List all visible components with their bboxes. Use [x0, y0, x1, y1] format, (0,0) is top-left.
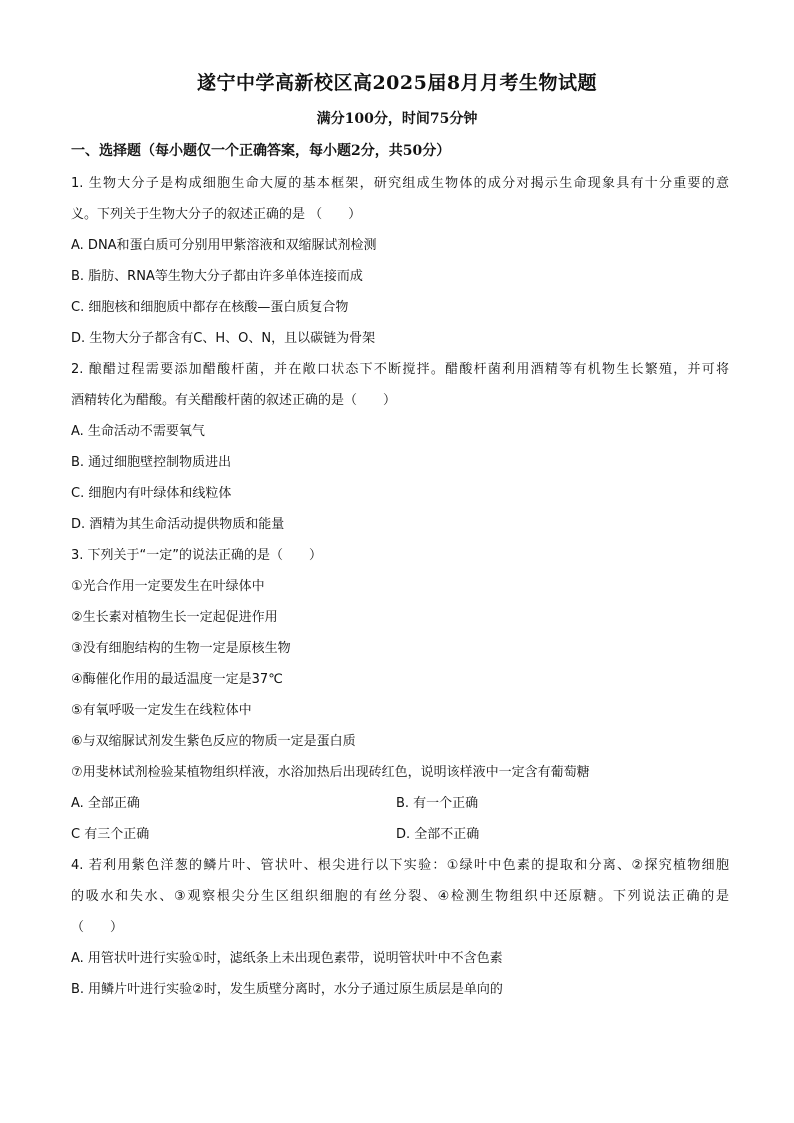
q2-option-a: A. 生命活动不需要氧气	[71, 424, 205, 439]
q3-statement-3: ③没有细胞结构的生物一定是原核生物	[71, 641, 291, 656]
q3-option-c: C 有三个正确	[71, 827, 150, 842]
q2-option-b: B. 通过细胞壁控制物质进出	[71, 455, 232, 470]
q1-option-a: A. DNA和蛋白质可分别用甲紫溶液和双缩脲试剂检测	[71, 238, 377, 253]
q1-option-d: D. 生物大分子都含有C、H、O、N，且以碳链为骨架	[71, 331, 376, 346]
q1-stem-line2: 义。下列关于生物大分子的叙述正确的是 （ ）	[71, 207, 362, 222]
q3-statement-4: ④酶催化作用的最适温度一定是37℃	[71, 672, 283, 687]
questions-body	[71, 168, 729, 1005]
q4-option-b: B. 用鳞片叶进行实验②时，发生质壁分离时，水分子通过原生质层是单向的	[71, 982, 503, 997]
exam-subtitle: 满分100分，时间75分钟	[316, 111, 478, 127]
q3-statement-7: ⑦用斐林试剂检验某植物组织样液，水浴加热后出现砖红色，说明该样液中一定含有葡萄糖	[71, 765, 590, 780]
q3-stem: 3. 下列关于“一定”的说法正确的是（ ）	[71, 548, 323, 563]
q3-options-row2	[71, 819, 729, 850]
q3-option-a: A. 全部正确	[71, 796, 140, 811]
q3-statement-1: ①光合作用一定要发生在叶绿体中	[71, 579, 265, 594]
q2-stem-line1: 2. 酿醋过程需要添加醋酸杆菌，并在敞口状态下不断搅拌。醋酸杆菌利用酒精等有机物生长繁殖，并可将	[71, 362, 729, 377]
q2-option-d: D. 酒精为其生命活动提供物质和能量	[71, 517, 285, 532]
q4-stem-line3: （ ）	[71, 920, 124, 935]
q2-option-c: C. 细胞内有叶绿体和线粒体	[71, 486, 232, 501]
q4-option-a: A. 用管状叶进行实验①时，滤纸条上未出现色素带，说明管状叶中不含色素	[71, 951, 503, 966]
q1-option-c: C. 细胞核和细胞质中都存在核酸—蛋白质复合物	[71, 300, 349, 315]
q3-statement-5: ⑤有氧呼吸一定发生在线粒体中	[71, 703, 252, 718]
q1-option-b: B. 脂肪、RNA等生物大分子都由许多单体连接而成	[71, 269, 363, 284]
q3-options-row1	[71, 788, 729, 819]
q3-statement-2: ②生长素对植物生长一定起促进作用	[71, 610, 278, 625]
q1-stem-line1: 1. 生物大分子是构成细胞生命大厦的基本框架，研究组成生物体的成分对揭示生命现象具有十分重要的意	[71, 176, 729, 191]
q3-option-d: D. 全部不正确	[396, 827, 480, 842]
q3-option-b: B. 有一个正确	[396, 796, 479, 811]
q4-stem-line2: 的吸水和失水、③观察根尖分生区组织细胞的有丝分裂、④检测生物组织中还原糖。下列说法正确的是	[71, 889, 729, 904]
q2-stem-line2: 酒精转化为醋酸。有关醋酸杆菌的叙述正确的是（ ）	[71, 393, 397, 408]
q3-statement-6: ⑥与双缩脲试剂发生紫色反应的物质一定是蛋白质	[71, 734, 356, 749]
section-heading: 一、选择题（每小题仅一个正确答案，每小题2分，共50分）	[71, 143, 451, 159]
q4-stem-line1: 4. 若利用紫色洋葱的鳞片叶、管状叶、根尖进行以下实验：①绿叶中色素的提取和分离、②探究植物细胞	[71, 858, 729, 873]
exam-title: 遂宁中学高新校区高2025届8月月考生物试题	[196, 72, 598, 94]
